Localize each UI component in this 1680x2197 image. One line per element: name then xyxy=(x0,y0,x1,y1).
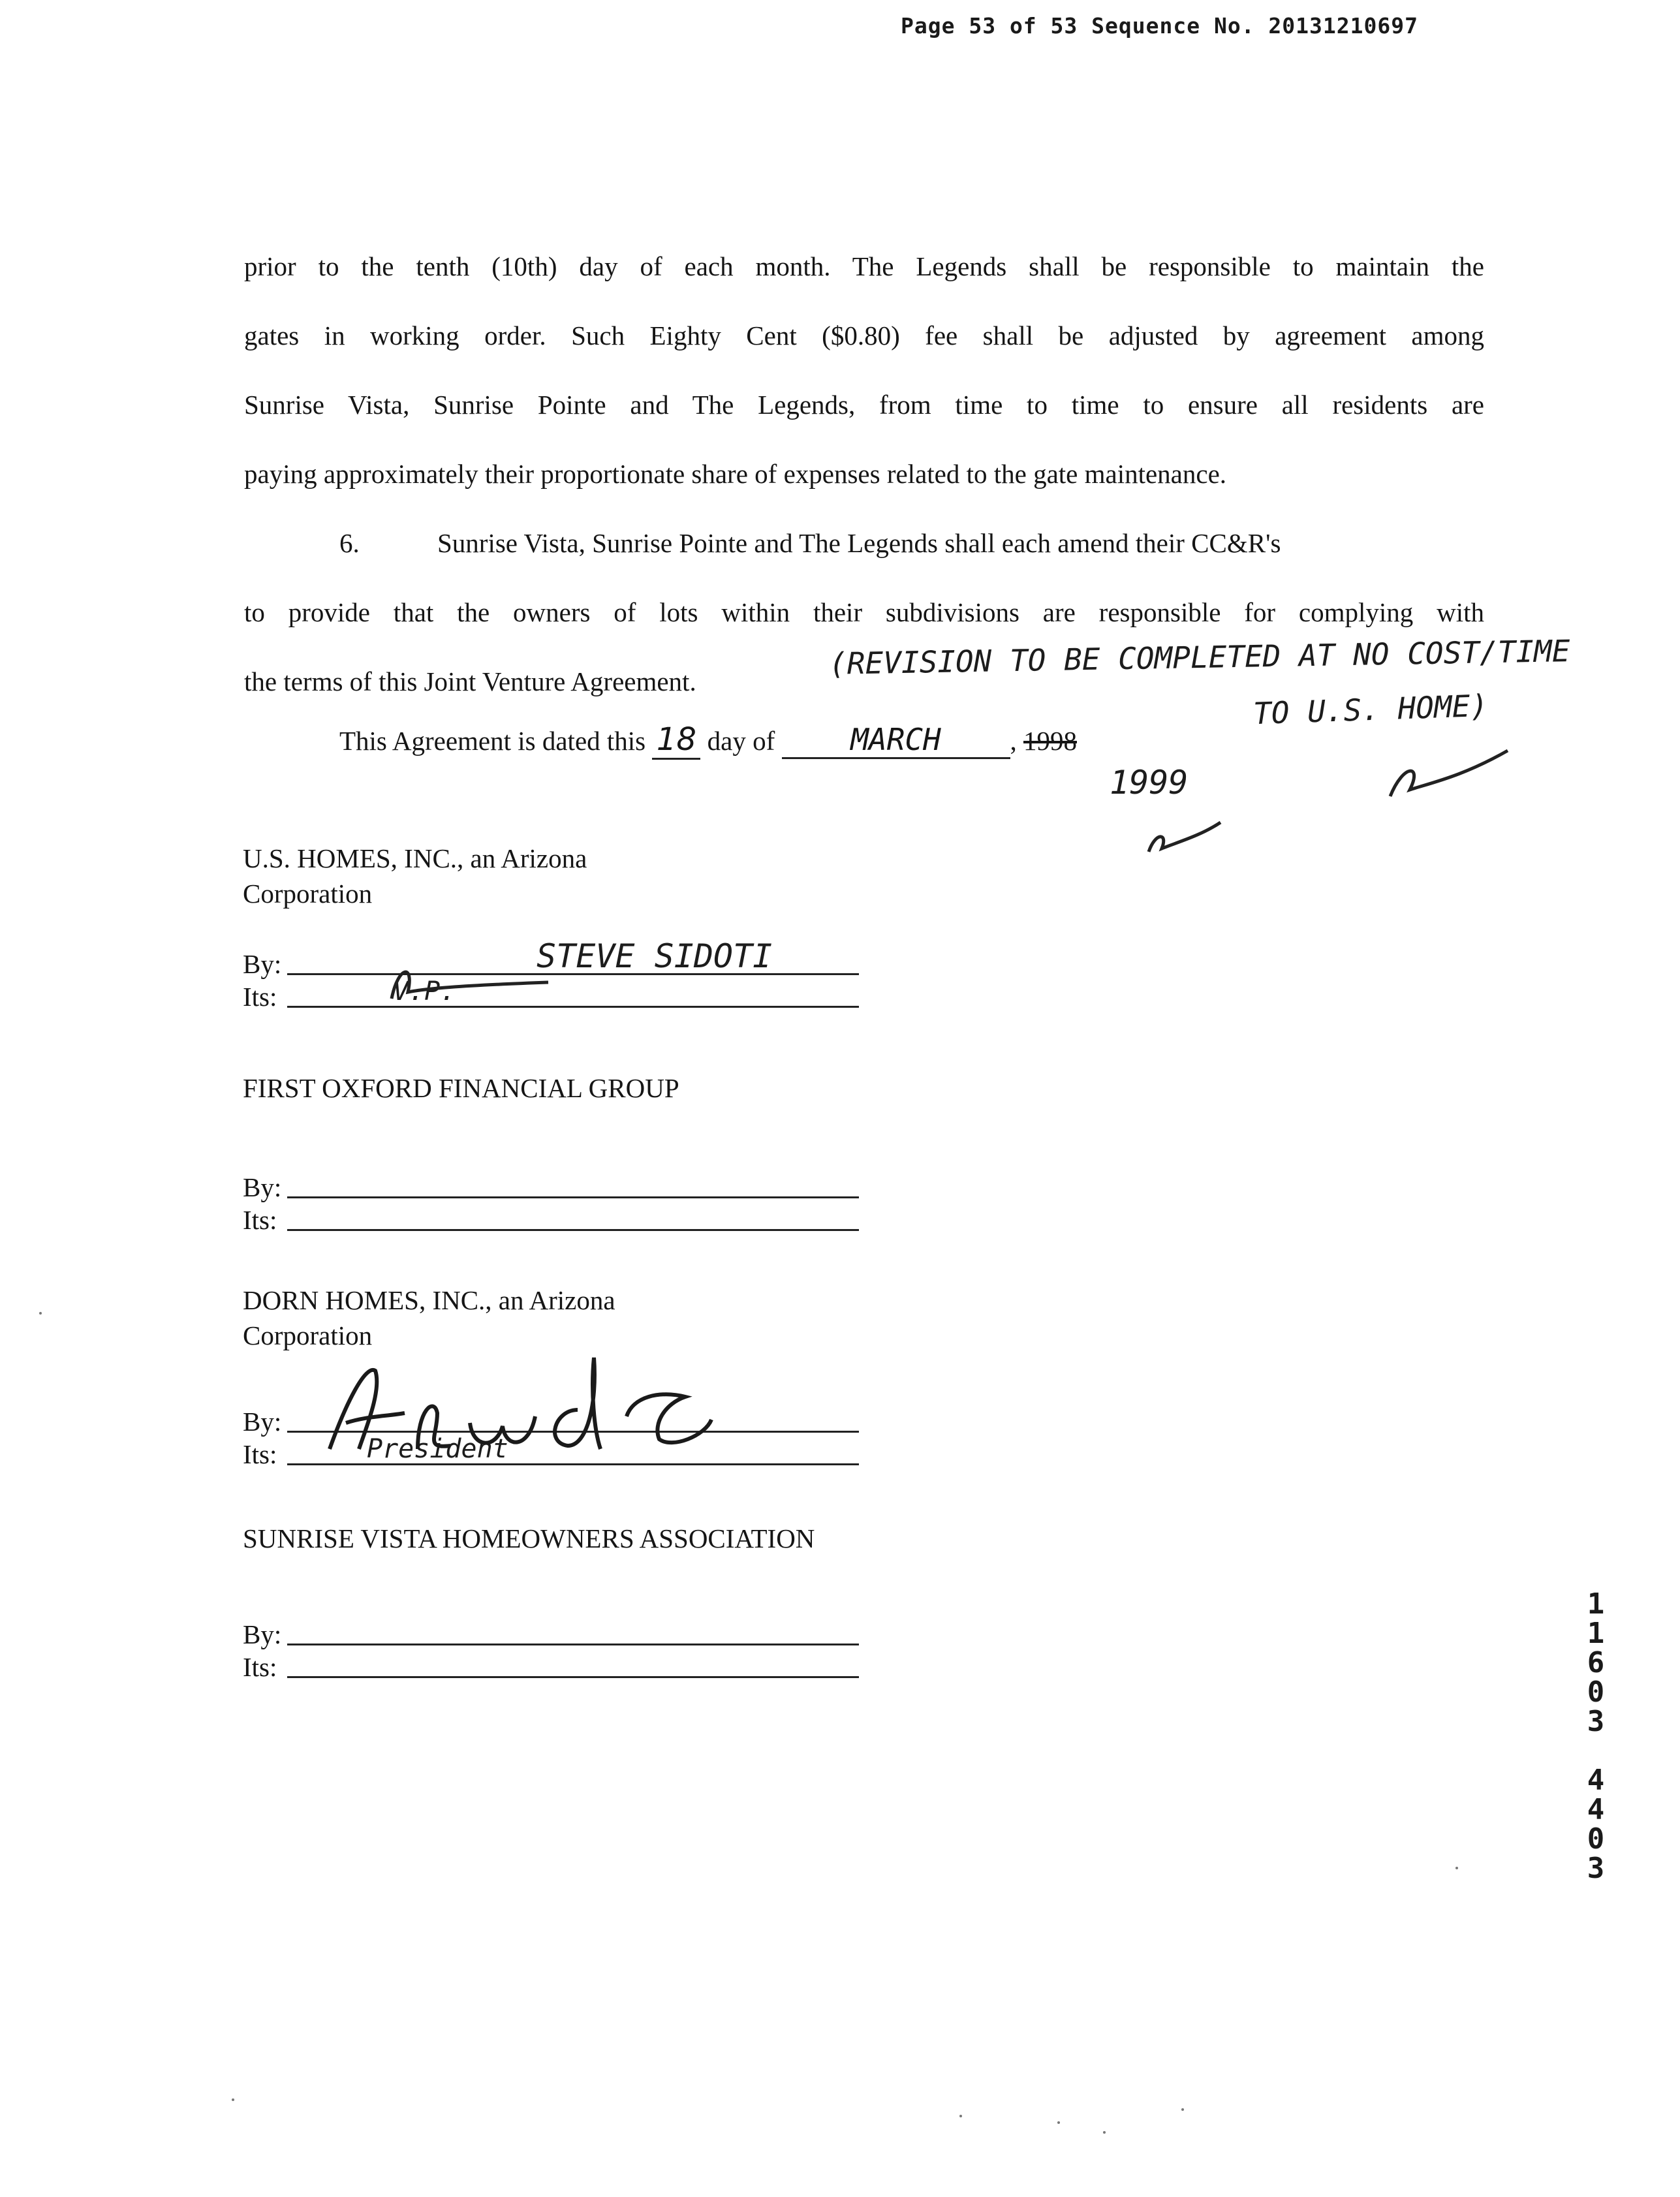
by-value: STEVE SIDOTI xyxy=(537,937,773,975)
its-label: Its: xyxy=(243,982,277,1012)
scan-speck xyxy=(1057,2121,1060,2124)
body-line: Sunrise Vista, Sunrise Pointe and The Legends shall each amend their CC&R's xyxy=(437,528,1281,558)
body-line: paying approximately their proportionate share of expenses related to the gate maintenance. xyxy=(244,459,1227,489)
scan-speck xyxy=(1455,1867,1458,1869)
page-header: Page 53 of 53 Sequence No. 20131210697 xyxy=(901,13,1418,39)
date-prefix: This Agreement is dated this xyxy=(339,726,646,756)
handwritten-year: 1999 xyxy=(1110,764,1189,802)
by-label: By: xyxy=(243,949,282,979)
date-month: MARCH xyxy=(782,722,1010,759)
by-label: By: xyxy=(243,1172,282,1202)
its-label: Its: xyxy=(243,1205,277,1235)
org-name: DORN HOMES, INC., an Arizona xyxy=(243,1285,615,1315)
org-name: SUNRISE VISTA HOMEOWNERS ASSOCIATION xyxy=(243,1523,815,1553)
by-line xyxy=(243,1618,815,1651)
signatory-sunrise-vista-hoa xyxy=(243,1521,815,1683)
scan-speck xyxy=(959,2115,962,2117)
org-type: Corporation xyxy=(243,879,373,909)
side-document-number: 1 1 6 0 3 4 4 0 3 xyxy=(1587,1587,1605,1885)
its-line xyxy=(243,1651,815,1683)
body-line: prior to the tenth (10th) day of each month. The Legends shall be responsible to maintain the xyxy=(244,251,1484,281)
date-printed-year: 1998 xyxy=(1023,726,1077,756)
its-value: President xyxy=(367,1434,508,1464)
paragraph-6-first-line xyxy=(244,508,1484,578)
scan-speck xyxy=(1181,2108,1184,2111)
body-line: the terms of this Joint Venture Agreement. xyxy=(244,666,696,696)
its-label: Its: xyxy=(243,1439,277,1469)
handwritten-note-line-2: TO U.S. HOME) xyxy=(1252,687,1489,732)
by-line xyxy=(243,1171,679,1204)
signature-scribble-dorn-homes xyxy=(320,1351,724,1462)
org-name: FIRST OXFORD FINANCIAL GROUP xyxy=(243,1073,679,1103)
its-line xyxy=(243,1204,679,1236)
scan-speck xyxy=(1103,2131,1106,2134)
date-middle: day of xyxy=(707,726,775,756)
body-line: gates in working order. Such Eighty Cent ($0.80) fee shall be adjusted by agreement among xyxy=(244,320,1484,351)
scan-speck xyxy=(232,2098,234,2101)
paragraph-6 xyxy=(244,508,1484,716)
paragraph-number: 6. xyxy=(339,528,360,558)
org-name: U.S. HOMES, INC., an Arizona xyxy=(243,843,587,873)
org-type: Corporation xyxy=(243,1320,373,1350)
agreement-date-line: This Agreement is dated this 18 day of MARCH , 1998 xyxy=(339,721,1077,760)
signatory-first-oxford xyxy=(243,1070,679,1236)
initials-mark-1 xyxy=(1384,738,1514,809)
date-day: 18 xyxy=(652,721,700,760)
by-label: By: xyxy=(243,1619,282,1649)
body-line: Sunrise Vista, Sunrise Pointe and The Legends, from time to time to ensure all residents are xyxy=(244,390,1484,420)
signature-scribble-us-homes xyxy=(379,953,555,1005)
its-label: Its: xyxy=(243,1652,277,1682)
its-value: V.P. xyxy=(393,976,456,1006)
handwritten-note-line-1: (REVISION TO BE COMPLETED AT NO COST/TIME xyxy=(828,633,1570,681)
body-line: to provide that the owners of lots within their subdivisions are responsible for complying with xyxy=(244,597,1484,627)
paragraph-5-continuation xyxy=(244,232,1484,508)
scan-speck xyxy=(39,1312,42,1315)
by-label: By: xyxy=(243,1407,282,1437)
initials-mark-2 xyxy=(1142,813,1227,858)
